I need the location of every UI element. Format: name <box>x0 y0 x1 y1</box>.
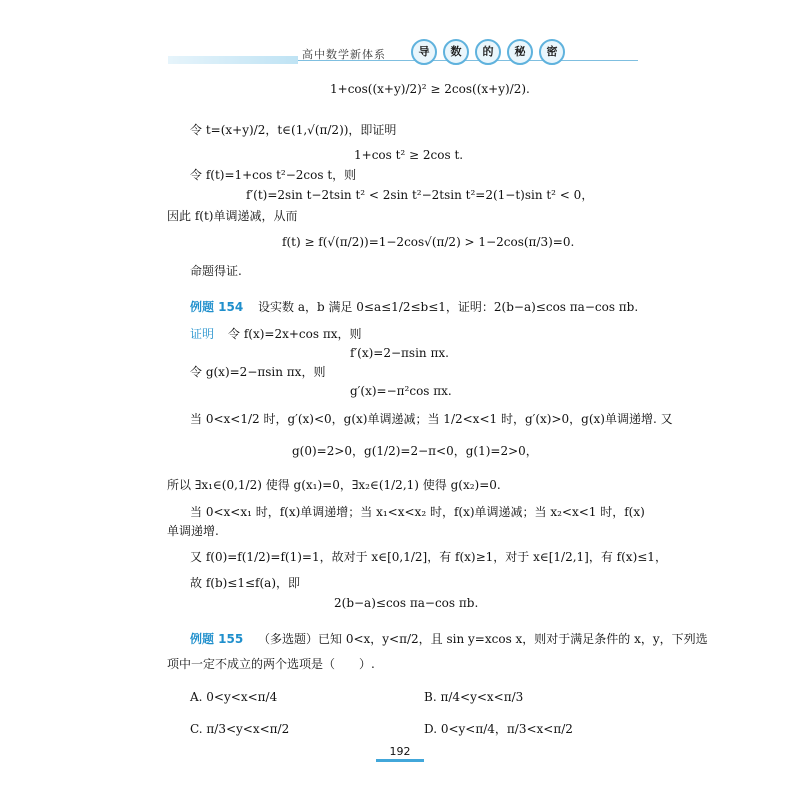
equation: f′(t)=2sin t−2tsin t² < 2sin t²−2tsin t²=2(1−t)sin t² < 0， <box>246 188 594 202</box>
title-char: 数 <box>443 39 469 65</box>
proof-label: 证明 <box>190 327 215 341</box>
title-char: 秘 <box>507 39 533 65</box>
page-number: 192 <box>389 745 411 758</box>
text-line: 单调递增. <box>167 524 219 538</box>
text-line: 又 f(0)=f(1/2)=f(1)=1，故对于 x∈[0,1/2]，有 f(x)≥1，对于 x∈[1/2,1]，有 f(x)≤1， <box>190 550 667 564</box>
problem-statement: 项中一定不成立的两个选项是（ ）. <box>167 657 375 671</box>
text-line: 令 f(x)=2x+cos πx，则 <box>228 327 362 341</box>
text-line: 故 f(b)≤1≤f(a)，即 <box>190 576 301 590</box>
text-line: 所以 ∃x₁∈(0,1/2) 使得 g(x₁)=0，∃x₂∈(1/2,1) 使得 g(x₂)=0. <box>167 478 501 492</box>
book-series-title: 高中数学新体系 <box>302 48 386 61</box>
option-c: C. π/3<y<x<π/2 <box>190 722 290 736</box>
option-d: D. 0<y<π/4，π/3<x<π/2 <box>424 722 573 736</box>
example-label: 例题 154 <box>190 300 244 314</box>
text-line: 因此 f(t)单调递减，从而 <box>167 209 298 223</box>
problem-statement: （多选题）已知 0<x，y<π/2，且 sin y=xcos x，则对于满足条件的 x，y，下列选 <box>258 632 708 646</box>
text-line: 当 0<x<x₁ 时，f(x)单调递增；当 x₁<x<x₂ 时，f(x)单调递减；当 x₂<x<1 时，f(x) <box>190 505 645 519</box>
text-line: 令 t=(x+y)/2，t∈(1,√(π/2))，即证明 <box>190 123 397 137</box>
title-char: 密 <box>539 39 565 65</box>
text-line: 令 f(t)=1+cos t²−2cos t，则 <box>190 168 357 182</box>
equation: 1+cos t² ≥ 2cos t. <box>354 148 464 162</box>
equation: f′(x)=2−πsin πx. <box>350 346 449 360</box>
equation: 1+cos((x+y)/2)² ≥ 2cos((x+y)/2). <box>330 82 530 96</box>
chapter-title <box>411 39 565 65</box>
text-line: 命题得证. <box>190 264 242 278</box>
title-char: 导 <box>411 39 437 65</box>
equation: g(0)=2>0，g(1/2)=2−π<0，g(1)=2>0， <box>292 444 538 458</box>
text-line: 令 g(x)=2−πsin πx，则 <box>190 365 326 379</box>
equation: g′(x)=−π²cos πx. <box>350 384 452 398</box>
title-char: 的 <box>475 39 501 65</box>
option-b: B. π/4<y<x<π/3 <box>424 690 524 704</box>
equation: f(t) ≥ f(√(π/2))=1−2cos√(π/2) > 1−2cos(π/3)=0. <box>282 235 575 249</box>
problem-statement: 设实数 a，b 满足 0≤a≤1/2≤b≤1，证明：2(b−a)≤cos πa−cos πb. <box>258 300 639 314</box>
option-a: A. 0<y<x<π/4 <box>190 690 278 704</box>
running-header <box>168 38 638 68</box>
page-number-underline <box>376 759 424 762</box>
example-label: 例题 155 <box>190 632 244 646</box>
header-accent-bar <box>168 56 298 64</box>
text-line: 当 0<x<1/2 时，g′(x)<0，g(x)单调递减；当 1/2<x<1 时，g′(x)>0，g(x)单调递增. 又 <box>190 412 673 426</box>
equation: 2(b−a)≤cos πa−cos πb. <box>334 596 479 610</box>
